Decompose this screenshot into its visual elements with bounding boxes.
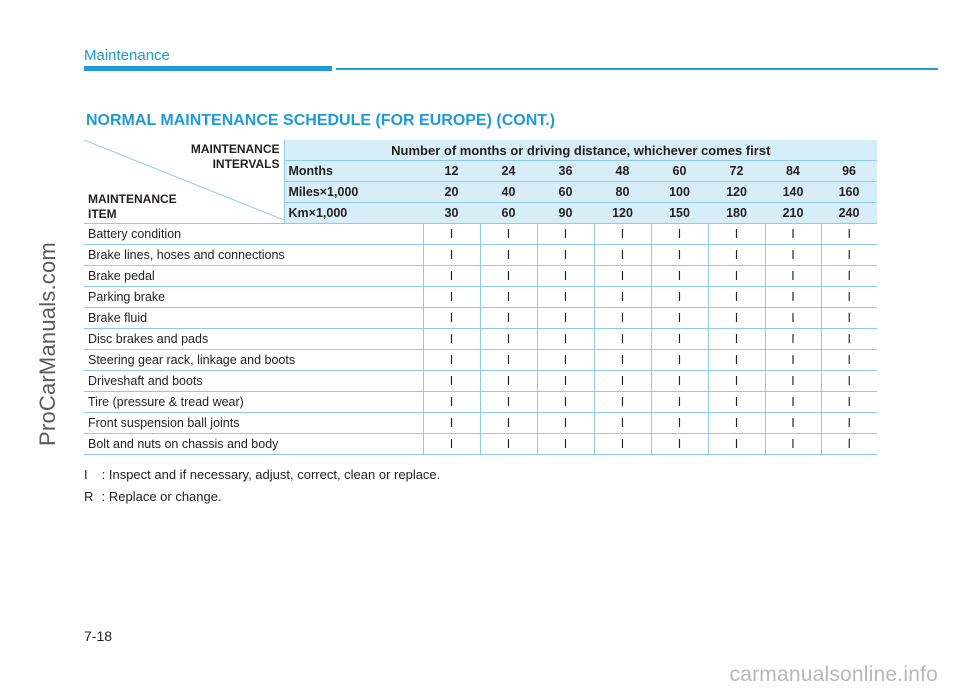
page-number: 7-18 xyxy=(84,628,113,644)
corner-intervals-label xyxy=(191,142,280,172)
maintenance-item-name: Front suspension ball joints xyxy=(84,413,423,434)
table-header-row xyxy=(84,140,877,161)
schedule-code-cell: I xyxy=(537,224,594,245)
interval-value-cell: 30 xyxy=(423,203,480,224)
interval-value-cell: 60 xyxy=(651,161,708,182)
schedule-code-cell: I xyxy=(537,434,594,455)
schedule-code-cell: I xyxy=(765,224,821,245)
schedule-code-cell: I xyxy=(708,329,765,350)
schedule-code-cell: I xyxy=(594,371,651,392)
schedule-code-cell: I xyxy=(708,245,765,266)
table-row xyxy=(84,266,877,287)
schedule-code-cell: I xyxy=(765,308,821,329)
schedule-code-cell: I xyxy=(594,434,651,455)
maintenance-item-name: Tire (pressure & tread wear) xyxy=(84,392,423,413)
schedule-code-cell: I xyxy=(821,392,877,413)
maintenance-item-name: Brake lines, hoses and connections xyxy=(84,245,423,266)
interval-value-cell: 96 xyxy=(821,161,877,182)
interval-value-cell: 180 xyxy=(708,203,765,224)
maintenance-item-name: Brake pedal xyxy=(84,266,423,287)
interval-value-cell: 150 xyxy=(651,203,708,224)
schedule-code-cell: I xyxy=(821,287,877,308)
corner-item-label xyxy=(88,192,177,222)
schedule-code-cell: I xyxy=(708,350,765,371)
maintenance-schedule-table xyxy=(84,140,877,455)
interval-value-cell: 90 xyxy=(537,203,594,224)
interval-value-cell: 40 xyxy=(480,182,537,203)
interval-value-cell: 80 xyxy=(594,182,651,203)
schedule-code-cell: I xyxy=(594,392,651,413)
schedule-code-cell: I xyxy=(423,266,480,287)
legend-inspect xyxy=(84,467,440,482)
schedule-code-cell: I xyxy=(423,434,480,455)
schedule-code-cell: I xyxy=(651,392,708,413)
schedule-code-cell: I xyxy=(423,350,480,371)
legend-replace xyxy=(84,489,222,504)
table-row xyxy=(84,224,877,245)
schedule-code-cell: I xyxy=(480,245,537,266)
schedule-code-cell: I xyxy=(423,224,480,245)
schedule-code-cell: I xyxy=(537,308,594,329)
schedule-code-cell: I xyxy=(651,245,708,266)
maintenance-item-name: Bolt and nuts on chassis and body xyxy=(84,434,423,455)
interval-value-cell: 100 xyxy=(651,182,708,203)
schedule-code-cell: I xyxy=(765,434,821,455)
schedule-code-cell: I xyxy=(594,413,651,434)
corner-intervals-line2: INTERVALS xyxy=(212,157,280,171)
schedule-code-cell: I xyxy=(765,329,821,350)
schedule-code-cell: I xyxy=(537,413,594,434)
maintenance-item-name: Parking brake xyxy=(84,287,423,308)
schedule-code-cell: I xyxy=(480,434,537,455)
schedule-code-cell: I xyxy=(765,287,821,308)
schedule-code-cell: I xyxy=(480,413,537,434)
schedule-code-cell: I xyxy=(651,413,708,434)
schedule-code-cell: I xyxy=(651,371,708,392)
interval-value-cell: 84 xyxy=(765,161,821,182)
schedule-code-cell: I xyxy=(480,266,537,287)
schedule-code-cell: I xyxy=(651,350,708,371)
table-row xyxy=(84,287,877,308)
schedule-code-cell: I xyxy=(821,266,877,287)
interval-value-cell: 72 xyxy=(708,161,765,182)
section-rule-thin xyxy=(336,68,938,70)
schedule-code-cell: I xyxy=(821,371,877,392)
table-corner-cell xyxy=(84,140,284,224)
schedule-code-cell: I xyxy=(651,287,708,308)
table-row xyxy=(84,245,877,266)
schedule-code-cell: I xyxy=(651,266,708,287)
interval-row-label: Km×1,000 xyxy=(284,203,423,224)
schedule-code-cell: I xyxy=(537,329,594,350)
table-row xyxy=(84,371,877,392)
schedule-code-cell: I xyxy=(651,224,708,245)
interval-value-cell: 160 xyxy=(821,182,877,203)
interval-row-label: Months xyxy=(284,161,423,182)
schedule-code-cell: I xyxy=(480,287,537,308)
interval-value-cell: 12 xyxy=(423,161,480,182)
schedule-code-cell: I xyxy=(423,329,480,350)
schedule-code-cell: I xyxy=(537,350,594,371)
schedule-code-cell: I xyxy=(594,266,651,287)
maintenance-item-name: Brake fluid xyxy=(84,308,423,329)
schedule-code-cell: I xyxy=(821,245,877,266)
legend-code-r: R xyxy=(84,489,94,504)
maintenance-item-name: Steering gear rack, linkage and boots xyxy=(84,350,423,371)
corner-intervals-line1: MAINTENANCE xyxy=(190,142,280,156)
schedule-code-cell: I xyxy=(765,350,821,371)
schedule-code-cell: I xyxy=(765,245,821,266)
interval-value-cell: 20 xyxy=(423,182,480,203)
table-row xyxy=(84,434,877,455)
table-row xyxy=(84,392,877,413)
schedule-code-cell: I xyxy=(537,392,594,413)
schedule-code-cell: I xyxy=(480,329,537,350)
table-row xyxy=(84,413,877,434)
schedule-code-cell: I xyxy=(765,371,821,392)
schedule-code-cell: I xyxy=(537,245,594,266)
maintenance-item-name: Battery condition xyxy=(84,224,423,245)
interval-value-cell: 60 xyxy=(537,182,594,203)
schedule-code-cell: I xyxy=(423,287,480,308)
schedule-code-cell: I xyxy=(594,245,651,266)
interval-value-cell: 24 xyxy=(480,161,537,182)
schedule-code-cell: I xyxy=(708,224,765,245)
interval-value-cell: 48 xyxy=(594,161,651,182)
schedule-code-cell: I xyxy=(537,266,594,287)
schedule-code-cell: I xyxy=(480,371,537,392)
legend-text-r: : Replace or change. xyxy=(101,489,222,504)
maintenance-item-name: Driveshaft and boots xyxy=(84,371,423,392)
schedule-code-cell: I xyxy=(821,224,877,245)
page-heading: NORMAL MAINTENANCE SCHEDULE (FOR EUROPE) (CONT.) xyxy=(86,112,556,129)
table-row xyxy=(84,329,877,350)
schedule-code-cell: I xyxy=(765,413,821,434)
footer-watermark: carmanualsonline.info xyxy=(729,663,938,686)
schedule-code-cell: I xyxy=(708,371,765,392)
schedule-code-cell: I xyxy=(423,413,480,434)
schedule-code-cell: I xyxy=(765,266,821,287)
interval-value-cell: 240 xyxy=(821,203,877,224)
schedule-code-cell: I xyxy=(821,329,877,350)
schedule-code-cell: I xyxy=(708,434,765,455)
schedule-code-cell: I xyxy=(594,329,651,350)
corner-item-line1: MAINTENANCE xyxy=(88,192,177,206)
section-title: Maintenance xyxy=(84,47,170,64)
schedule-code-cell: I xyxy=(708,392,765,413)
schedule-code-cell: I xyxy=(821,434,877,455)
schedule-code-cell: I xyxy=(708,308,765,329)
schedule-code-cell: I xyxy=(537,287,594,308)
schedule-code-cell: I xyxy=(651,329,708,350)
schedule-code-cell: I xyxy=(480,392,537,413)
interval-value-cell: 140 xyxy=(765,182,821,203)
schedule-code-cell: I xyxy=(594,224,651,245)
schedule-code-cell: I xyxy=(594,287,651,308)
schedule-code-cell: I xyxy=(594,350,651,371)
interval-row-label: Miles×1,000 xyxy=(284,182,423,203)
maintenance-item-name: Disc brakes and pads xyxy=(84,329,423,350)
interval-value-cell: 120 xyxy=(594,203,651,224)
schedule-code-cell: I xyxy=(708,287,765,308)
schedule-code-cell: I xyxy=(821,350,877,371)
schedule-code-cell: I xyxy=(708,266,765,287)
table-row xyxy=(84,350,877,371)
schedule-code-cell: I xyxy=(821,308,877,329)
schedule-code-cell: I xyxy=(537,371,594,392)
legend-text-i: : Inspect and if necessary, adjust, correct, clean or replace. xyxy=(101,467,441,482)
schedule-code-cell: I xyxy=(651,434,708,455)
interval-value-cell: 60 xyxy=(480,203,537,224)
schedule-code-cell: I xyxy=(423,371,480,392)
interval-value-cell: 210 xyxy=(765,203,821,224)
schedule-code-cell: I xyxy=(708,413,765,434)
schedule-code-cell: I xyxy=(480,350,537,371)
corner-item-line2: ITEM xyxy=(88,207,117,221)
table-row xyxy=(84,308,877,329)
schedule-code-cell: I xyxy=(480,224,537,245)
schedule-code-cell: I xyxy=(594,308,651,329)
schedule-code-cell: I xyxy=(765,392,821,413)
section-rule-thick xyxy=(84,66,332,71)
interval-value-cell: 36 xyxy=(537,161,594,182)
schedule-code-cell: I xyxy=(423,392,480,413)
side-watermark: ProCarManuals.com xyxy=(35,242,60,446)
interval-span-header: Number of months or driving distance, whichever comes first xyxy=(284,140,877,161)
schedule-code-cell: I xyxy=(480,308,537,329)
schedule-code-cell: I xyxy=(651,308,708,329)
interval-value-cell: 120 xyxy=(708,182,765,203)
schedule-code-cell: I xyxy=(423,308,480,329)
schedule-code-cell: I xyxy=(821,413,877,434)
schedule-code-cell: I xyxy=(423,245,480,266)
legend-code-i: I xyxy=(84,467,88,482)
